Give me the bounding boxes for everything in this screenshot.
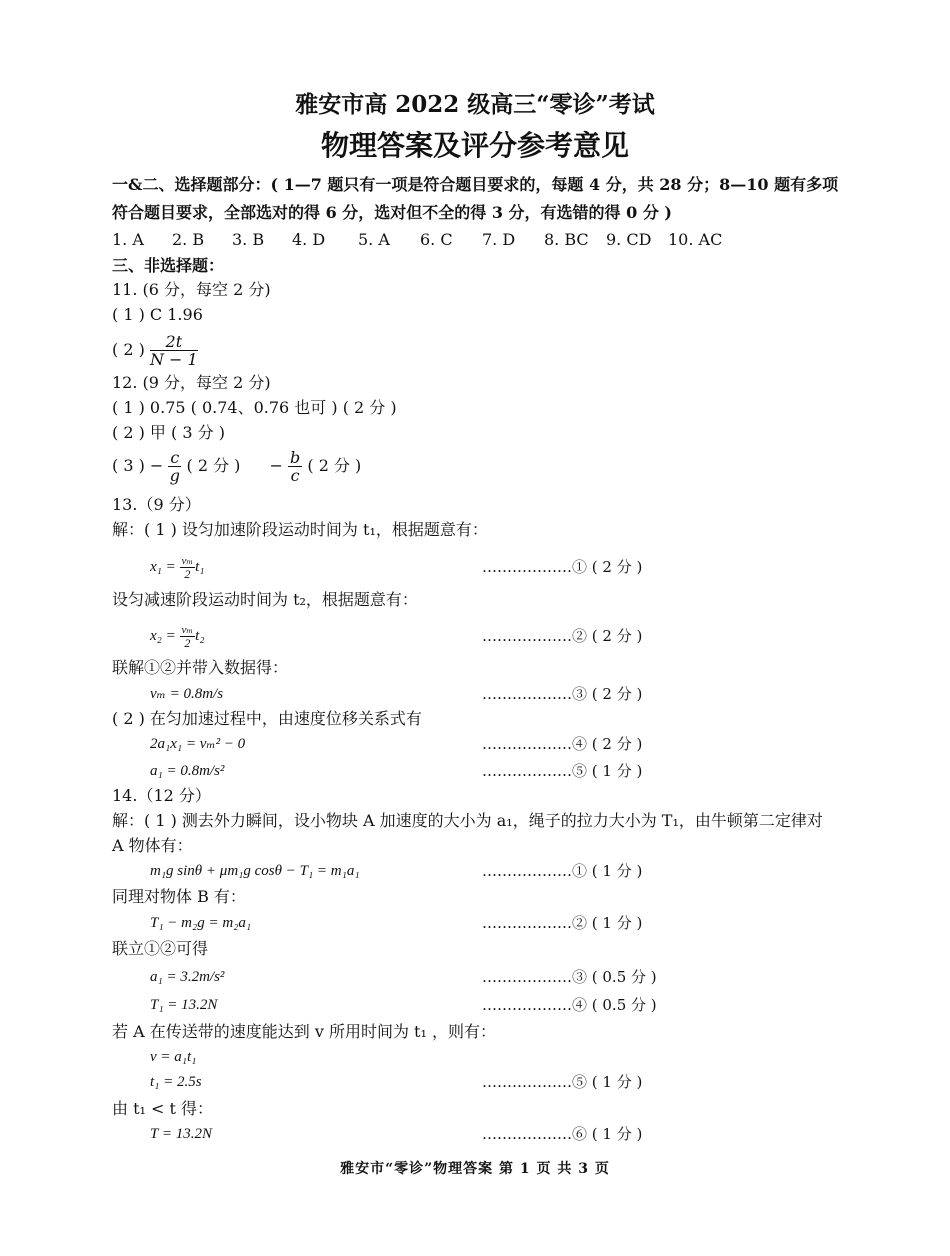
q14-line-5: 若 A 在传送带的速度能达到 v 所用时间为 t₁ ，则有： [112,1022,496,1041]
page-footer: 雅安市“零诊”物理答案 第 1 页 共 3 页 [340,1161,610,1177]
q13-mark-4: ………………④ ( 2 分 ) [482,735,643,753]
mc-answer: 5. A [358,230,390,249]
q13-line-1: 解：( 1 ) 设匀加速阶段运动时间为 t₁，根据题意有： [112,520,488,539]
mc-answer: 2. B [172,230,205,249]
q12-answer-3: ( 3 ) − $\frac{c}{g}$ ( 2 分 ) − $\frac{b}{c}$ ( 2 分 ) [112,448,362,485]
q14-equation-1: m₁g sinθ + μm₁g cosθ − T₁ = m₁a₁ [150,863,360,879]
q14-mark-6: ………………⑤ ( 1 分 ) [482,1073,643,1091]
q13-mark-5: ………………⑤ ( 1 分 ) [482,762,643,780]
q14-line-2: A 物体有： [112,836,193,855]
mc-instructions-line2: 符合题目要求，全部选对的得 6 分，选对但不全的得 3 分，有选错的得 0 分 ) [112,203,672,222]
mc-answer-row [112,230,722,250]
q14-equation-4: T₁ = 13.2N [150,997,218,1013]
q11-heading: 11. (6 分，每空 2 分) [112,280,271,299]
q13-line-2: 设匀减速阶段运动时间为 t₂，根据题意有： [112,590,418,609]
mc-answer: 8. BC [544,230,589,249]
q14-equation-3: a₁ = 3.2m/s² [150,969,225,985]
mc-answer: 7. D [482,230,516,249]
q14-line-3: 同理对物体 B 有： [112,887,246,906]
fraction: $\frac{c}{g}$ [169,448,181,485]
q14-mark-3: ………………③ ( 0.5 分 ) [482,968,657,986]
q14-mark-4: ………………④ ( 0.5 分 ) [482,996,657,1014]
q11-answer-1: ( 1 ) C 1.96 [112,305,203,324]
mc-answer: 4. D [292,230,326,249]
q13-equation-5: a₁ = 0.8m/s² [150,763,225,779]
exam-title: 雅安市高 2022 级高三“零诊”考试 [295,91,655,118]
q13-line-3: 联解①②并带入数据得： [112,658,289,677]
q14-equation-7: T = 13.2N [150,1126,212,1142]
section-heading-nonchoice: 三、非选择题： [112,256,225,275]
mc-answer: 9. CD [606,230,652,249]
mc-answer: 1. A [112,230,144,249]
mc-answer: 6. C [420,230,453,249]
fraction: $\frac{b}{c}$ [290,448,301,485]
q13-mark-1: ………………① ( 2 分 ) [482,558,643,576]
q13-mark-2: ………………② ( 2 分 ) [482,627,643,645]
q14-mark-7: ………………⑥ ( 1 分 ) [482,1125,643,1143]
q13-equation-2: x₂ = $\frac{\text{vₘ}}{2}$ t₂ [150,623,205,650]
q13-mark-3: ………………③ ( 2 分 ) [482,685,643,703]
q14-mark-1: ………………① ( 1 分 ) [482,862,643,880]
q13-equation-4: 2a₁x₁ = vₘ² − 0 [150,736,246,752]
q14-equation-5: v = a₁t₁ [150,1049,197,1065]
q13-heading: 13.（9 分） [112,495,201,514]
document-title: 物理答案及评分参考意见 [320,129,629,162]
q11-answer-2: ( 2 ) $\frac{2t}{N - 1}$ [112,332,198,369]
mc-answer: 3. B [232,230,265,249]
mc-instructions-line1: 一&二、选择题部分：( 1—7 题只有一项是符合题目要求的，每题 4 分，共 28 分；8—10 题有多项 [112,175,839,194]
q14-heading: 14.（12 分） [112,786,211,805]
mc-answer: 10. AC [668,230,723,249]
q14-equation-2: T₁ − m₂g = m₂a₁ [150,915,252,931]
q14-equation-6: t₁ = 2.5s [150,1074,202,1090]
fraction: $\frac{\text{vₘ}}{2}$ [181,554,194,581]
q13-line-4: ( 2 ) 在匀加速过程中，由速度位移关系式有 [112,709,422,728]
q14-line-6: 由 t₁ < t 得： [112,1099,214,1118]
q12-answer-2: ( 2 ) 甲 ( 3 分 ) [112,423,225,442]
q14-mark-2: ………………② ( 1 分 ) [482,914,643,932]
fraction: $\frac{2t}{N - 1}$ [149,332,198,369]
q14-line-1: 解：( 1 ) 测去外力瞬间，设小物块 A 加速度的大小为 a₁，绳子的拉力大小为 T₁，由牛顿第二定律对 [112,811,823,830]
fraction: $\frac{\text{vₘ}}{2}$ [181,623,194,650]
q13-equation-1: x₁ = $\frac{\text{vₘ}}{2}$ t₁ [150,554,205,581]
q12-heading: 12. (9 分，每空 2 分) [112,373,271,392]
q14-line-4: 联立①②可得 [112,939,209,958]
q12-answer-1: ( 1 ) 0.75 ( 0.74、0.76 也可 ) ( 2 分 ) [112,398,397,417]
q13-equation-3: vₘ = 0.8m/s [150,686,224,702]
